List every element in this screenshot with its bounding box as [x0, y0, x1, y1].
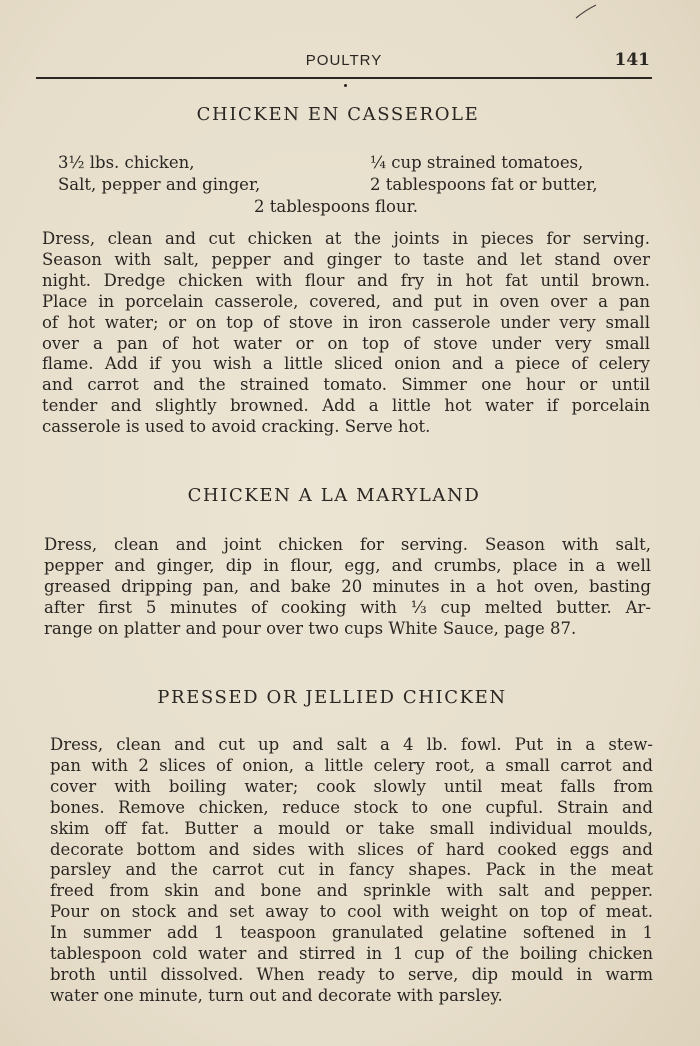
ingredient: 3½ lbs. chicken, [58, 153, 195, 172]
section-name: POULTRY [305, 52, 383, 69]
ingredient: ¼ cup strained tomatoes, [370, 153, 584, 172]
pencil-mark [574, 4, 598, 20]
text-line: over a pan of hot water or on top of stove under very small [42, 333, 650, 353]
recipe-title: CHICKEN A LA MARYLAND [187, 485, 481, 506]
recipe-title: CHICKEN EN CASSEROLE [196, 104, 480, 125]
header-rule [36, 77, 652, 79]
ornament-dot [344, 84, 347, 87]
text-line: after first 5 minutes of cooking with ⅓ cup melted butter. Ar- [44, 597, 651, 617]
text-line: In summer add 1 teaspoon granulated gelatine softened in 1 [50, 923, 653, 943]
text-line: flame. Add if you wish a little sliced onion and a piece of celery [42, 354, 650, 374]
text-line: bones. Remove chicken, reduce stock to one cupful. Strain and [50, 797, 653, 817]
page-number: 141 [614, 50, 650, 70]
text-line: Dress, clean and joint chicken for serving. Season with salt, [44, 535, 651, 554]
text-line: range on platter and pour over two cups White Sauce, page 87. [44, 618, 577, 638]
running-head [36, 50, 652, 74]
text-line: parsley and the carrot cut in fancy shapes. Pack in the meat [50, 860, 653, 880]
ingredient: Salt, pepper and ginger, [58, 175, 261, 194]
text-line: tablespoon cold water and stirred in 1 cup of the boiling chicken [50, 944, 653, 964]
text-line: Season with salt, pepper and ginger to taste and let stand over [42, 249, 650, 269]
ingredient: 2 tablespoons flour. [254, 197, 418, 216]
text-line: water one minute, turn out and decorate with parsley. [50, 985, 503, 1005]
text-line: broth until dissolved. When ready to serve, dip mould in warm [50, 964, 653, 984]
text-line: cover with boiling water; cook slowly until meat falls from [50, 776, 653, 796]
text-line: freed from skin and bone and sprinkle with salt and pepper. [50, 881, 653, 901]
text-line: Dress, clean and cut up and salt a 4 lb. fowl. Put in a stew- [50, 735, 653, 754]
text-line: Place in porcelain casserole, covered, and put in oven over a pan [42, 291, 650, 311]
text-line: greased dripping pan, and bake 20 minutes in a hot oven, basting [44, 576, 651, 596]
recipe-directions [42, 229, 650, 438]
text-line: Dress, clean and cut chicken at the joints in pieces for serving. [42, 229, 650, 248]
ingredient: 2 tablespoons fat or butter, [370, 175, 598, 194]
text-line: skim off fat. Butter a mould or take small individual moulds, [50, 818, 653, 838]
text-line: Pour on stock and set away to cool with weight on top of meat. [50, 902, 653, 922]
text-line: of hot water; or on top of stove in iron casserole under very small [42, 312, 650, 332]
text-line: pepper and ginger, dip in flour, egg, and crumbs, place in a well [44, 555, 651, 575]
text-line: tender and slightly browned. Add a little hot water if porcelain [42, 396, 650, 416]
text-line: pan with 2 slices of onion, a little celery root, a small carrot and [50, 755, 653, 775]
text-line: casserole is used to avoid cracking. Serve hot. [42, 417, 431, 437]
text-line: and carrot and the strained tomato. Simmer one hour or until [42, 375, 650, 395]
recipe-directions [44, 535, 651, 640]
text-line: decorate bottom and sides with slices of hard cooked eggs and [50, 839, 653, 859]
recipe-directions [50, 735, 653, 1007]
text-line: night. Dredge chicken with flour and fry in hot fat until brown. [42, 270, 650, 290]
recipe-title: PRESSED OR JELLIED CHICKEN [157, 687, 507, 708]
